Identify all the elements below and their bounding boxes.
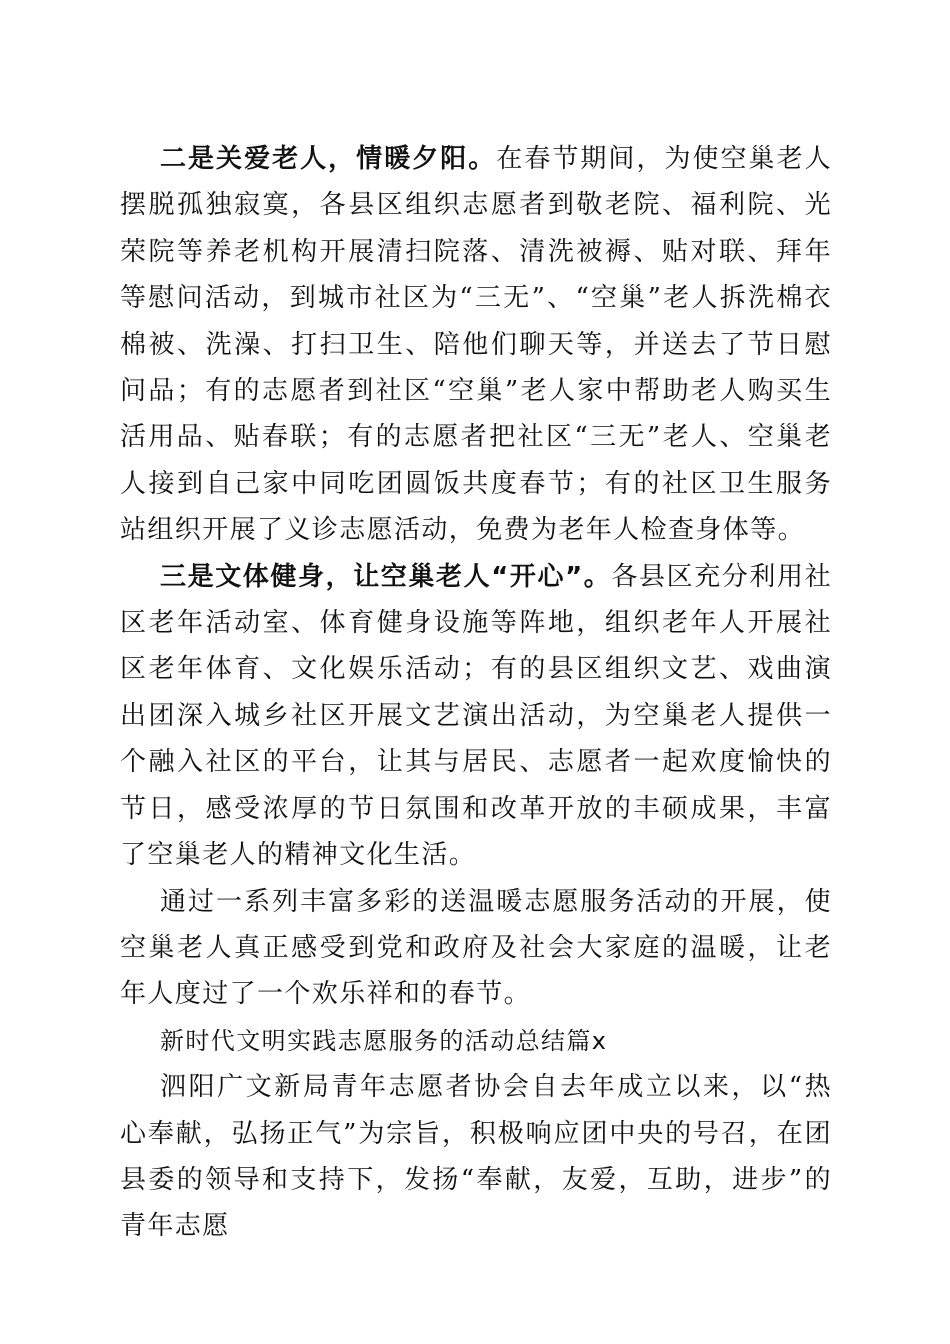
section-title-text: 新时代文明实践志愿服务的活动总结篇x bbox=[160, 1026, 608, 1055]
paragraph-text: 泗阳广文新局青年志愿者协会自去年成立以来，以“热心奉献，弘扬正气”为宗旨，积极响应团中央的号召，在团县委的领导和支持下，发扬“奉献，友爱，互助，进步”的青年志愿 bbox=[120, 1072, 832, 1242]
paragraph-text: 通过一系列丰富多彩的送温暖志愿服务活动的开展，使空巢老人真正感受到党和政府及社会大家庭的温暖，让老年人度过了一个欢乐祥和的春节。 bbox=[120, 886, 832, 1010]
paragraph-siyang-association bbox=[120, 1064, 832, 1250]
paragraph-care-elderly bbox=[120, 136, 832, 554]
paragraph-text: 各县区充分利用社区老年活动室、体育健身设施等阵地，组织老年人开展社区老年体育、文化娱乐活动；有的县区组织文艺、戏曲演出团深入城乡社区开展文艺演出活动，为空巢老人提供一个融入社区的平台，让其与居民、志愿者一起欢度愉快的节日，感受浓厚的节日氛围和改革开放的丰硕成果，丰富了空巢老人的精神文化生活。 bbox=[120, 561, 832, 871]
document-body bbox=[120, 136, 832, 1250]
paragraph-text: 在春节期间，为使空巢老人摆脱孤独寂寞，各县区组织志愿者到敬老院、福利院、光荣院等养老机构开展清扫院落、清洗被褥、贴对联、拜年等慰问活动，到城市社区为“三无”、“空巢”老人拆洗棉衣棉被、洗澡、打扫卫生、陪他们聊天等，并送去了节日慰问品；有的志愿者到社区“空巢”老人家中帮助老人购买生活用品、贴春联；有的志愿者把社区“三无”老人、空巢老人接到自己家中同吃团圆饭共度春节；有的社区卫生服务站组织开展了义诊志愿活动，免费为老年人检查身体等。 bbox=[120, 144, 832, 546]
paragraph-lead: 三是文体健身，让空巢老人“开心”。 bbox=[160, 561, 612, 592]
paragraph-sports-culture bbox=[120, 554, 832, 879]
paragraph-lead: 二是关爱老人，情暖夕阳。 bbox=[160, 144, 497, 174]
paragraph-summary bbox=[120, 879, 832, 1018]
section-title bbox=[120, 1018, 832, 1064]
